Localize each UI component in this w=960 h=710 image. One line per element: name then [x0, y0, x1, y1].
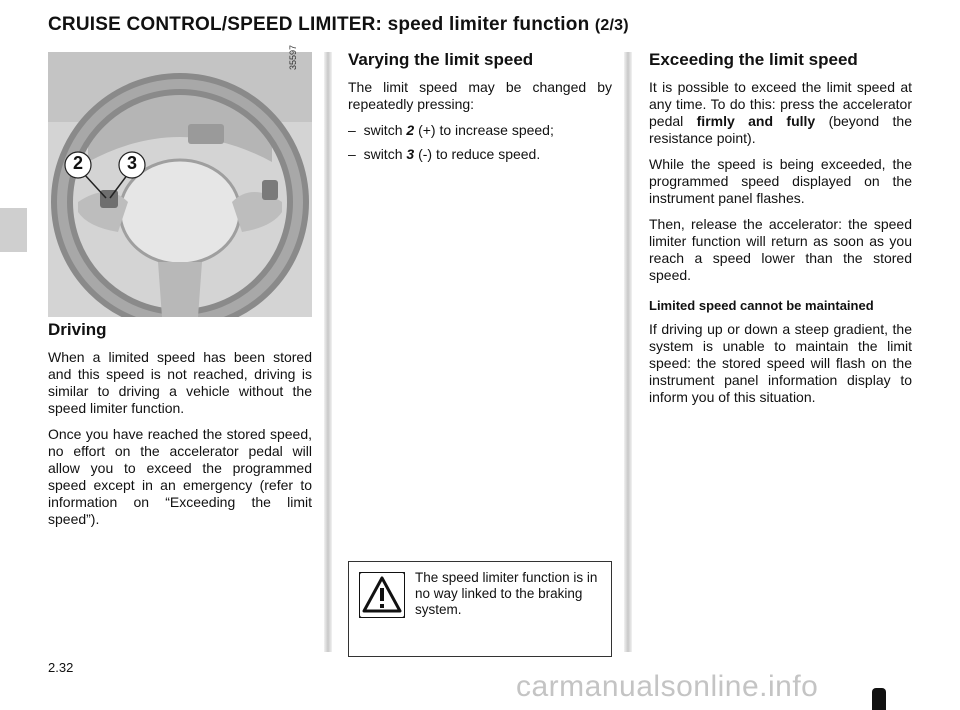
exceeding-heading: Exceeding the limit speed — [649, 50, 858, 69]
section-tab — [0, 208, 27, 252]
driving-paragraph-1: When a limited speed has been stored and this speed is not reached, driving is similar to driving a vehicle without the speed limiter function. — [48, 349, 312, 416]
exceeding-paragraph-4: If driving up or down a steep gradient, the system is unable to maintain the limit speed: the stored speed will flash on the instrument panel information display to inform you of this situation. — [649, 321, 912, 405]
column-separator — [324, 52, 332, 652]
varying-heading: Varying the limit speed — [348, 50, 534, 69]
callout-3: 3 — [126, 153, 137, 173]
switch-number: 2 — [406, 122, 415, 138]
steering-wheel-icon — [48, 52, 312, 317]
title-text: CRUISE CONTROL/SPEED LIMITER: speed limiter function — [48, 14, 590, 35]
corner-mark — [872, 688, 886, 710]
warning-box — [348, 561, 612, 657]
varying-intro: The limit speed may be changed by repeatedly pressing: — [348, 79, 612, 112]
page-number: 2.32 — [48, 660, 74, 675]
list-item: – switch 2 (+) to increase speed; — [348, 122, 554, 138]
exceeding-paragraph-1: It is possible to exceed the limit speed at any time. To do this: press the accelerator pedal firmly and fully (beyond the resistance point). — [649, 79, 912, 146]
exceeding-section — [649, 50, 912, 415]
figure-ref-code: 35597 — [288, 44, 298, 70]
callout-2: 2 — [72, 153, 83, 173]
exceeding-paragraph-3: Then, release the accelerator: the speed limiter function will return as soon as you reach a speed lower than the stored speed. — [649, 216, 912, 283]
switch-number: 3 — [406, 146, 415, 162]
warning-triangle-icon — [359, 572, 405, 618]
emphasis-text: firmly and fully — [696, 113, 816, 129]
driving-heading: Driving — [48, 320, 107, 339]
page-title — [48, 14, 629, 36]
exceeding-subheading: Limited speed cannot be maintained — [649, 298, 874, 313]
driving-paragraph-2: Once you have reached the stored speed, no effort on the accelerator pedal will allow you to exceed the programmed speed except in an emergency (refer to information on “Exceeding the limit speed”). — [48, 426, 312, 527]
column-separator — [624, 52, 632, 652]
watermark: carmanualsonline.info — [516, 670, 819, 703]
title-part: (2/3) — [594, 17, 629, 34]
steering-wheel-illustration — [48, 52, 312, 317]
exceeding-paragraph-2: While the speed is being exceeded, the programmed speed displayed on the instrument panel flashes. — [649, 156, 912, 206]
warning-text: The speed limiter function is in no way linked to the braking system. — [415, 570, 598, 617]
varying-section — [348, 50, 612, 170]
driving-section — [48, 320, 312, 537]
list-item: – switch 3 (-) to reduce speed. — [348, 146, 541, 162]
